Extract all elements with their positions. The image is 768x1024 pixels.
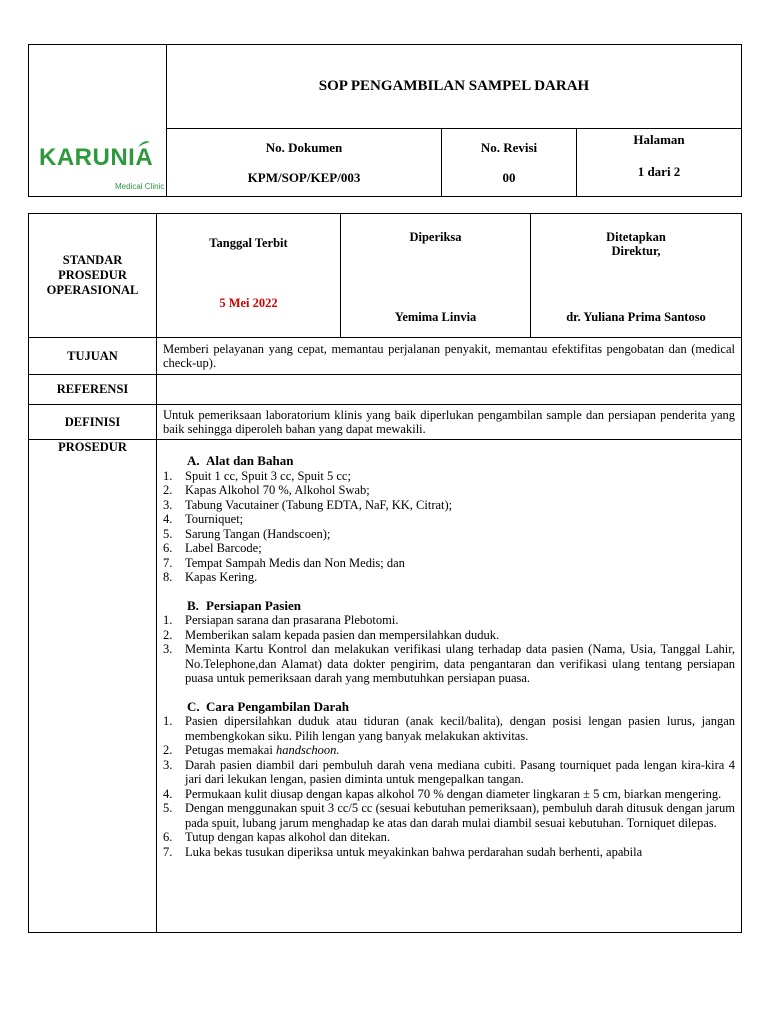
list-item-text: Luka bekas tusukan diperiksa untuk meyakinkan bahwa perdarahan sudah berhenti, apabila xyxy=(185,844,643,859)
list-item-number: 1. xyxy=(163,468,173,483)
list-item xyxy=(163,512,735,527)
list-item xyxy=(163,527,735,542)
list-item xyxy=(163,845,735,860)
prosedur-content xyxy=(157,440,742,933)
prosedur-label: PROSEDUR xyxy=(29,440,157,933)
italic-term: handschoon. xyxy=(275,743,340,757)
procedure-section xyxy=(163,599,735,686)
sop-table xyxy=(28,213,742,933)
list-item-text: Spuit 1 cc, Spuit 3 cc, Spuit 5 cc; xyxy=(185,468,351,483)
page-label: Halaman xyxy=(633,131,685,147)
logo-cell xyxy=(29,45,167,197)
list-item xyxy=(163,830,735,845)
doc-number-label: No. Dokumen xyxy=(265,139,343,155)
section-title xyxy=(163,454,735,469)
list-item xyxy=(163,758,735,787)
list-item-number: 1. xyxy=(163,714,173,728)
list-item xyxy=(163,483,735,498)
tujuan-text: Memberi pelayanan yang cepat, memantau perjalanan penyakit, memantau efektifitas pengobatan dan (medical check-up). xyxy=(157,338,742,375)
list-item xyxy=(163,541,735,556)
list-item-number: 6. xyxy=(163,830,173,844)
list-item-number: 4. xyxy=(163,786,173,801)
section-letter: C. xyxy=(187,698,200,714)
leaf-icon xyxy=(137,140,151,148)
list-item xyxy=(163,801,735,830)
list-item-text: Permukaan kulit diusap dengan kapas alkohol 70 % dengan diameter lingkaran ± 5 cm, biarkan mengering. xyxy=(185,786,722,801)
list-item-number: 3. xyxy=(163,642,173,656)
issued-date: 5 Mei 2022 xyxy=(219,296,278,310)
section-title-text: Cara Pengambilan Darah xyxy=(206,698,349,714)
list-item xyxy=(163,613,735,628)
revision-value: 00 xyxy=(502,169,516,185)
procedure-section xyxy=(163,454,735,585)
list-item-number: 5. xyxy=(163,526,173,541)
doc-number-cell xyxy=(167,129,442,197)
list-item-text: Dengan menggunakan spuit 3 cc/5 cc (sesuai kebutuhan pemeriksaan), pembuluh darah ditusuk dengan jarum pada spuit, lubang jarum menghadap ke atas dan darah mulai diambil sesuai kebutuhan. Torniquet dilepas. xyxy=(185,801,735,830)
list-item-number: 6. xyxy=(163,541,173,555)
list-item xyxy=(163,714,735,743)
list-item-number: 8. xyxy=(163,570,173,584)
list-item-text: Darah pasien diambil dari pembuluh darah vena mediana cubiti. Pasang tourniquet pada lengan kira-kira 4 jari dari lekukan lengan, pasien diminta untuk mengepalkan tangan. xyxy=(185,757,735,786)
list-item xyxy=(163,570,735,585)
list-item-text: Pasien dipersilahkan duduk atau tiduran (anak kecil/balita), dengan posisi lengan pasien lurus, jangan membengkokan siku. Pilih lengan yang banyak melakukan aktivitas. xyxy=(185,714,735,743)
list-item-number: 2. xyxy=(163,743,173,757)
section-letter: B. xyxy=(187,597,199,613)
procedure-section xyxy=(163,700,735,860)
list-item xyxy=(163,498,735,513)
page-value: 1 dari 2 xyxy=(637,163,681,179)
referensi-label: REFERENSI xyxy=(29,375,157,405)
issued-label: Tanggal Terbit xyxy=(209,236,288,250)
list-item-text: Memberikan salam kepada pasien dan mempersilahkan duduk. xyxy=(185,627,500,642)
logo-wordmark: KARUNIA xyxy=(39,143,154,171)
list-item-text: Tutup dengan kapas alkohol dan ditekan. xyxy=(185,830,391,844)
list-item-text: Kapas Kering. xyxy=(185,570,258,584)
list-item-number: 3. xyxy=(163,757,173,772)
document-header xyxy=(28,44,742,197)
checked-cell xyxy=(341,214,531,338)
list-item-text: Tabung Vacutainer (Tabung EDTA, NaF, KK, Citrat); xyxy=(185,497,453,512)
doc-number-value: KPM/SOP/KEP/003 xyxy=(247,169,361,185)
list-item xyxy=(163,642,735,686)
list-item xyxy=(163,469,735,484)
page-cell xyxy=(577,129,742,197)
referensi-text xyxy=(157,375,742,405)
issued-cell xyxy=(157,214,341,338)
approved-cell xyxy=(531,214,742,338)
list-item-number: 7. xyxy=(163,555,173,570)
revision-cell xyxy=(442,129,577,197)
tujuan-label: TUJUAN xyxy=(29,338,157,375)
list-item-text: Sarung Tangan (Handscoen); xyxy=(185,526,331,541)
list-item-text: Meminta Kartu Kontrol dan melakukan verifikasi ulang terhadap data pasien (Nama, Usia, Tanggal Lahir, No.Telephone,dan Alamat) data dokter pengirim, data pengantaran dan verifikasi ulang tentang persiapan puasa untuk pemeriksaan darah yang membutuhkan persiapan puasa. xyxy=(185,642,735,685)
list-item-number: 1. xyxy=(163,613,173,627)
section-letter: A. xyxy=(187,453,200,468)
list-item-text: Petugas memakai xyxy=(185,743,276,757)
list-item-number: 5. xyxy=(163,801,173,815)
section-title xyxy=(163,700,735,715)
list-item-text: Tourniquet; xyxy=(185,512,244,526)
list-item-number: 3. xyxy=(163,497,173,512)
list-item xyxy=(163,628,735,643)
revision-label: No. Revisi xyxy=(480,139,538,155)
list-item-text: Persiapan sarana dan prasarana Plebotomi. xyxy=(185,613,399,627)
list-item-number: 4. xyxy=(163,512,173,526)
sop-label-text: STANDAR PROSEDUR OPERASIONAL xyxy=(46,253,139,297)
approved-label: Ditetapkan Direktur, xyxy=(606,230,666,258)
list-item-text: Tempat Sampah Medis dan Non Medis; dan xyxy=(185,555,405,570)
clinic-logo xyxy=(29,46,166,196)
list-item xyxy=(163,743,735,758)
checked-name: Yemima Linvia xyxy=(394,310,477,324)
list-item xyxy=(163,556,735,571)
logo-subtitle: Medical Clinic xyxy=(115,181,165,191)
section-title-text: Alat dan Bahan xyxy=(206,453,294,468)
list-item-number: 2. xyxy=(163,627,173,642)
section-title-text: Persiapan Pasien xyxy=(206,597,301,613)
list-item-number: 2. xyxy=(163,483,173,497)
prosedur-sections xyxy=(163,454,735,859)
approved-name: dr. Yuliana Prima Santoso xyxy=(566,310,706,324)
sop-label xyxy=(29,214,157,338)
checked-label: Diperiksa xyxy=(409,230,462,244)
list-item xyxy=(163,787,735,802)
definisi-text: Untuk pemeriksaan laboratorium klinis yang baik diperlukan pengambilan sample dan persiapan penderita yang baik sehingga diperoleh bahan yang dapat mewakili. xyxy=(157,405,742,440)
list-item-text: Label Barcode; xyxy=(185,541,262,555)
section-title xyxy=(163,599,735,614)
list-item-number: 7. xyxy=(163,844,173,859)
document-title: SOP PENGAMBILAN SAMPEL DARAH xyxy=(167,45,742,129)
list-item-text: Kapas Alkohol 70 %, Alkohol Swab; xyxy=(185,483,370,497)
definisi-label: DEFINISI xyxy=(29,405,157,440)
